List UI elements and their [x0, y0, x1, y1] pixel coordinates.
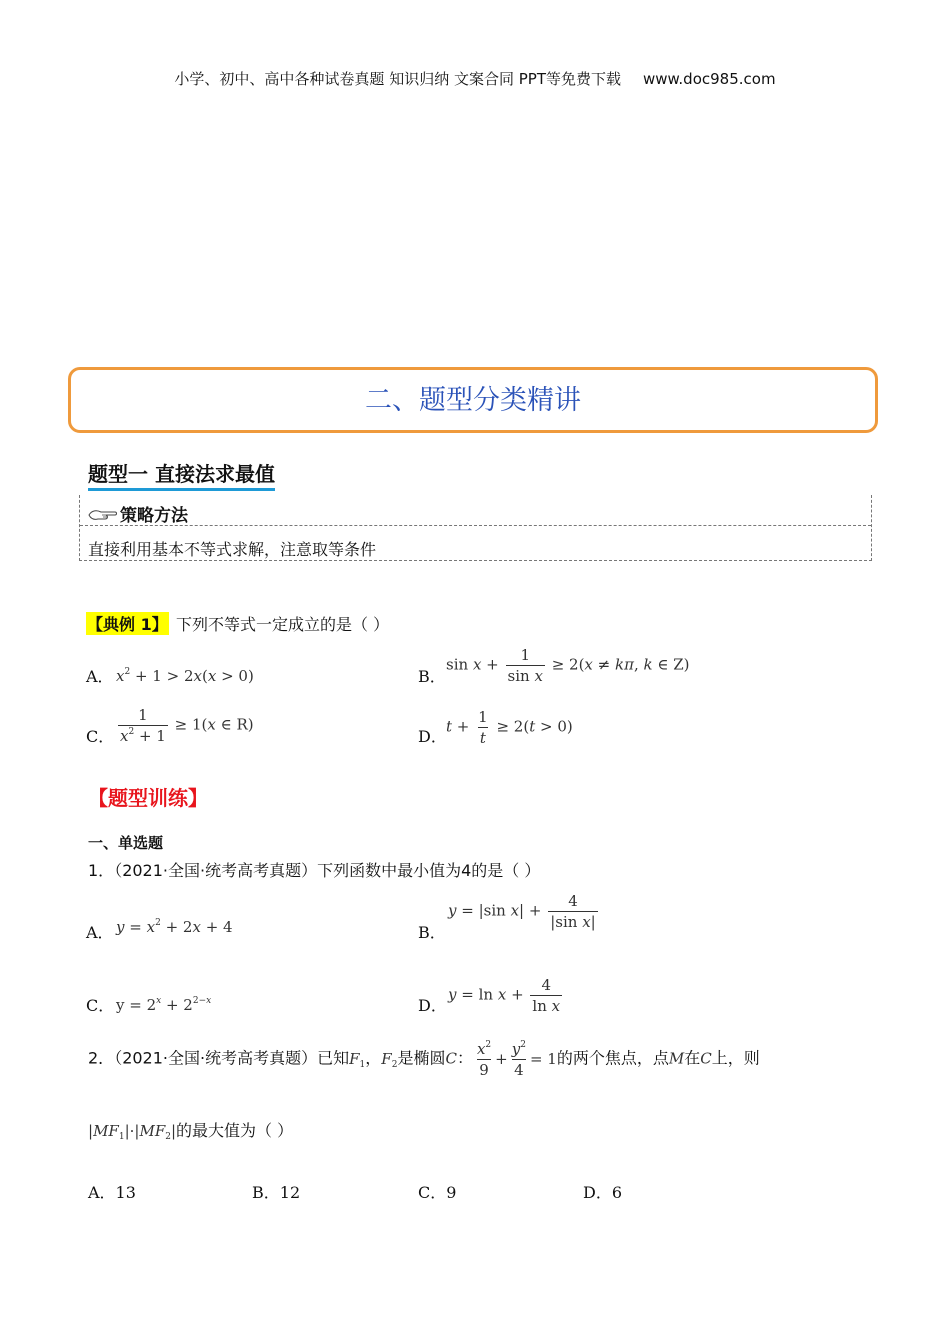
q2-option-d: D．6	[583, 1183, 623, 1202]
strategy-divider	[80, 525, 871, 526]
q1-option-b-math: y = |sin x| + $\frac{4}{\text{|sin x|}}$	[448, 892, 596, 931]
example-option-c-label: C．	[86, 727, 115, 746]
q2-option-b: B．12	[252, 1183, 301, 1202]
q1-option-a-math: $y = x^2 + 2x + 4$	[116, 918, 233, 936]
q2-product-math: $|MF_1|\cdot|MF_2|$	[88, 1122, 177, 1142]
pointing-hand-icon	[88, 508, 118, 522]
q2-c-math: C	[445, 1049, 457, 1068]
example-option-d-label: D．	[418, 727, 447, 746]
q2-colon: ：	[456, 1048, 473, 1068]
q2-f2-math: $F_2$	[381, 1049, 398, 1070]
q2-m-math: M	[668, 1049, 685, 1068]
q1-option-c-math: $y = 2^x + 2^{2-x}$	[116, 996, 212, 1014]
section-title-box	[68, 367, 878, 433]
example-option-a-label: A．	[86, 667, 114, 686]
q1-option-b-label: B．	[418, 923, 446, 942]
q2-option-c: C．9	[418, 1183, 457, 1202]
q1-stem	[88, 858, 540, 881]
q2-text-two-foci: 的两个焦点，点	[556, 1048, 669, 1068]
q2-text-max: 的最大值为（ ）	[176, 1121, 294, 1140]
example-option-b-math: sin x + $\frac{1}{\text{sin x}}$ ≥ 2(x ≠ kπ, k ∈ Z)	[446, 646, 690, 685]
q2-text-is-ellipse: 是椭圆	[397, 1048, 446, 1068]
example-option-a-math: $x^2 + 1 > 2x(x > 0)$	[116, 667, 254, 685]
q1-option-d-math: y = ln x + $\frac{4}{\text{ln x}}$	[448, 976, 561, 1015]
example-option-c-math: $\frac{1}{x^2 + 1}$ ≥ 1(x ∈ R)	[120, 706, 254, 745]
q2-text-known: 已知	[317, 1048, 350, 1068]
q1-text: 下列函数中最小值为4的是（ ）	[317, 861, 541, 880]
section-title: 二、题型分类精讲	[365, 385, 581, 416]
example-tag: 【典例 1】	[86, 612, 169, 635]
strategy-box	[79, 495, 872, 561]
type-heading: 题型一 直接法求最值	[88, 458, 275, 491]
example-option-d-math: t + $\frac{1}{t}$ ≥ 2(t > 0)	[446, 708, 573, 747]
q2-text-then: 上，则	[711, 1048, 760, 1068]
q2-stem-line2	[88, 1118, 293, 1142]
q2-f1-math: $F_1$	[349, 1049, 366, 1070]
strategy-title-row	[88, 501, 188, 526]
header-url[interactable]: www.doc985.com	[642, 70, 776, 88]
example-option-b-label: B．	[418, 667, 446, 686]
q1-number: 1．	[88, 861, 115, 880]
page-header	[0, 68, 950, 89]
header-text: 小学、初中、高中各种试卷真题 知识归纳 文案合同 PPT等免费下载	[174, 70, 621, 88]
single-choice-heading: 一、单选题	[88, 834, 164, 852]
q2-number: 2．	[88, 1048, 115, 1068]
q1-option-a-label: A．	[86, 923, 114, 942]
strategy-title: 策略方法	[120, 506, 188, 526]
q1-source: （2021·全国·统考高考真题）	[114, 861, 318, 880]
q2-c2-math: C	[700, 1049, 712, 1068]
q2-comma: ，	[365, 1048, 382, 1068]
q2-text-on: 在	[684, 1048, 701, 1068]
q2-source: （2021·全国·统考高考真题）	[114, 1048, 318, 1068]
q2-option-a: A．13	[88, 1183, 136, 1202]
q2-stem-line1	[88, 1040, 760, 1079]
q1-option-d-label: D．	[418, 996, 447, 1015]
strategy-text: 直接利用基本不等式求解，注意取等条件	[88, 540, 377, 559]
example-question: 下列不等式一定成立的是（ ）	[176, 615, 390, 634]
training-heading: 【题型训练】	[88, 786, 208, 810]
q1-option-c-label: C．	[86, 996, 115, 1015]
q2-ellipse-equation: $\frac{x^2}{9}$ + $\frac{y^2}{4}$ = 1	[476, 1040, 557, 1079]
